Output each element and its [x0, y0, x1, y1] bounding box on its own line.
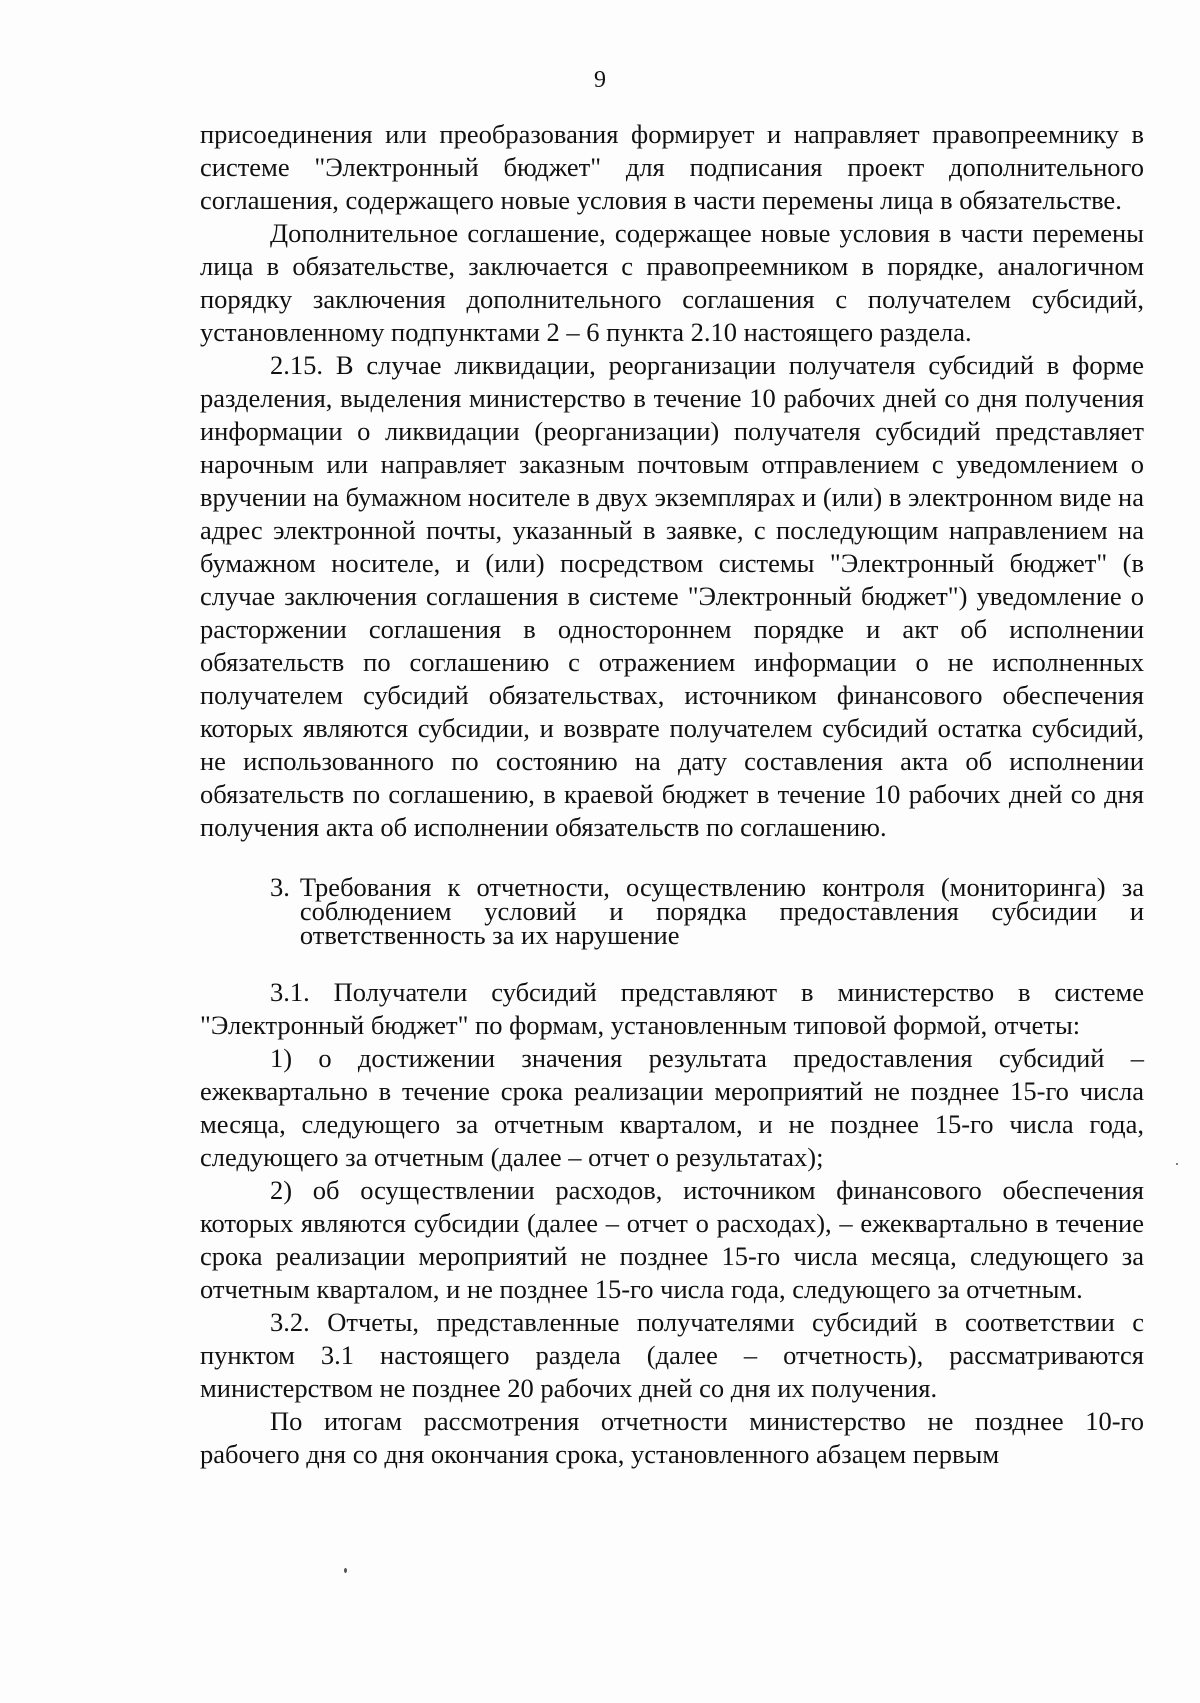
- document-body: [200, 118, 1144, 1471]
- section-number: 3.: [270, 872, 290, 902]
- scan-speck: [344, 1568, 347, 1573]
- paragraph: 3.2. Отчеты, представленные получателями субсидий в соответствии с пунктом 3.1 настоящего раздела (далее – отчетность), рассматриваются министерством не позднее 20 рабочих дней со дня их получения.: [200, 1307, 1144, 1403]
- paragraph: 2.15. В случае ликвидации, реорганизации получателя субсидий в форме разделения, выделения министерство в течение 10 рабочих дней со дня получения информации о ликвидации (реорганизации) получателя субсидий представляет нарочным или направляет заказным почтовым отправлением с уведомлением о вручении на бумажном носителе в двух экземплярах и (или) в электронном виде на адрес электронной почты, указанный в заявке, с последующим направлением на бумажном носителе, и (или) посредством системы "Электронный бюджет" (в случае заключения соглашения в системе "Электронный бюджет") уведомление о расторжении соглашения в одностороннем порядке и акт об исполнении обязательств по соглашению с отражением информации о не исполненных получателем субсидий обязательствах, источником финансового обеспечения которых являются субсидии, и возврате получателем субсидий остатка субсидий, не использованного по состоянию на дату составления акта об исполнении обязательств по соглашению, в краевой бюджет в течение 10 рабочих дней со дня получения акта об исполнении обязательств по соглашению.: [200, 350, 1144, 842]
- paragraph: присоединения или преобразования формирует и направляет правопреемнику в системе "Электронный бюджет" для подписания проект дополнительного соглашения, содержащего новые условия в части перемены лица в обязательстве.: [200, 119, 1144, 215]
- paragraph: 1) о достижении значения результата предоставления субсидий – ежеквартально в течение срока реализации мероприятий не позднее 15-го числа месяца, следующего за отчетным кварталом, и не позднее 15-го числа года, следующего за отчетным (далее – отчет о результатах);: [200, 1043, 1144, 1172]
- scan-speck: [1176, 1163, 1178, 1165]
- section-title: Требования к отчетности, осуществлению контроля (мониторинга) за соблюдением условий и порядка предоставления субсидии и ответственность за их нарушение: [299, 872, 1144, 950]
- section-heading: [270, 872, 1144, 950]
- paragraph: 2) об осуществлении расходов, источником финансового обеспечения которых являются субсидии (далее – отчет о расходах), – ежеквартально в течение срока реализации мероприятий не позднее 15-го числа месяца, следующего за отчетным кварталом, и не позднее 15-го числа года, следующего за отчетным.: [200, 1175, 1144, 1304]
- paragraph: По итогам рассмотрения отчетности министерство не позднее 10-го рабочего дня со дня окончания срока, установленного абзацем первым: [200, 1406, 1144, 1469]
- paragraph: 3.1. Получатели субсидий представляют в министерство в системе "Электронный бюджет" по формам, установленным типовой формой, отчеты:: [200, 977, 1144, 1040]
- page-number: 9: [594, 67, 606, 93]
- paragraph: Дополнительное соглашение, содержащее новые условия в части перемены лица в обязательстве, заключается с правопреемником в порядке, аналогичном порядку заключения дополнительного соглашения с получателем субсидий, установленному подпунктами 2 – 6 пункта 2.10 настоящего раздела.: [200, 218, 1144, 347]
